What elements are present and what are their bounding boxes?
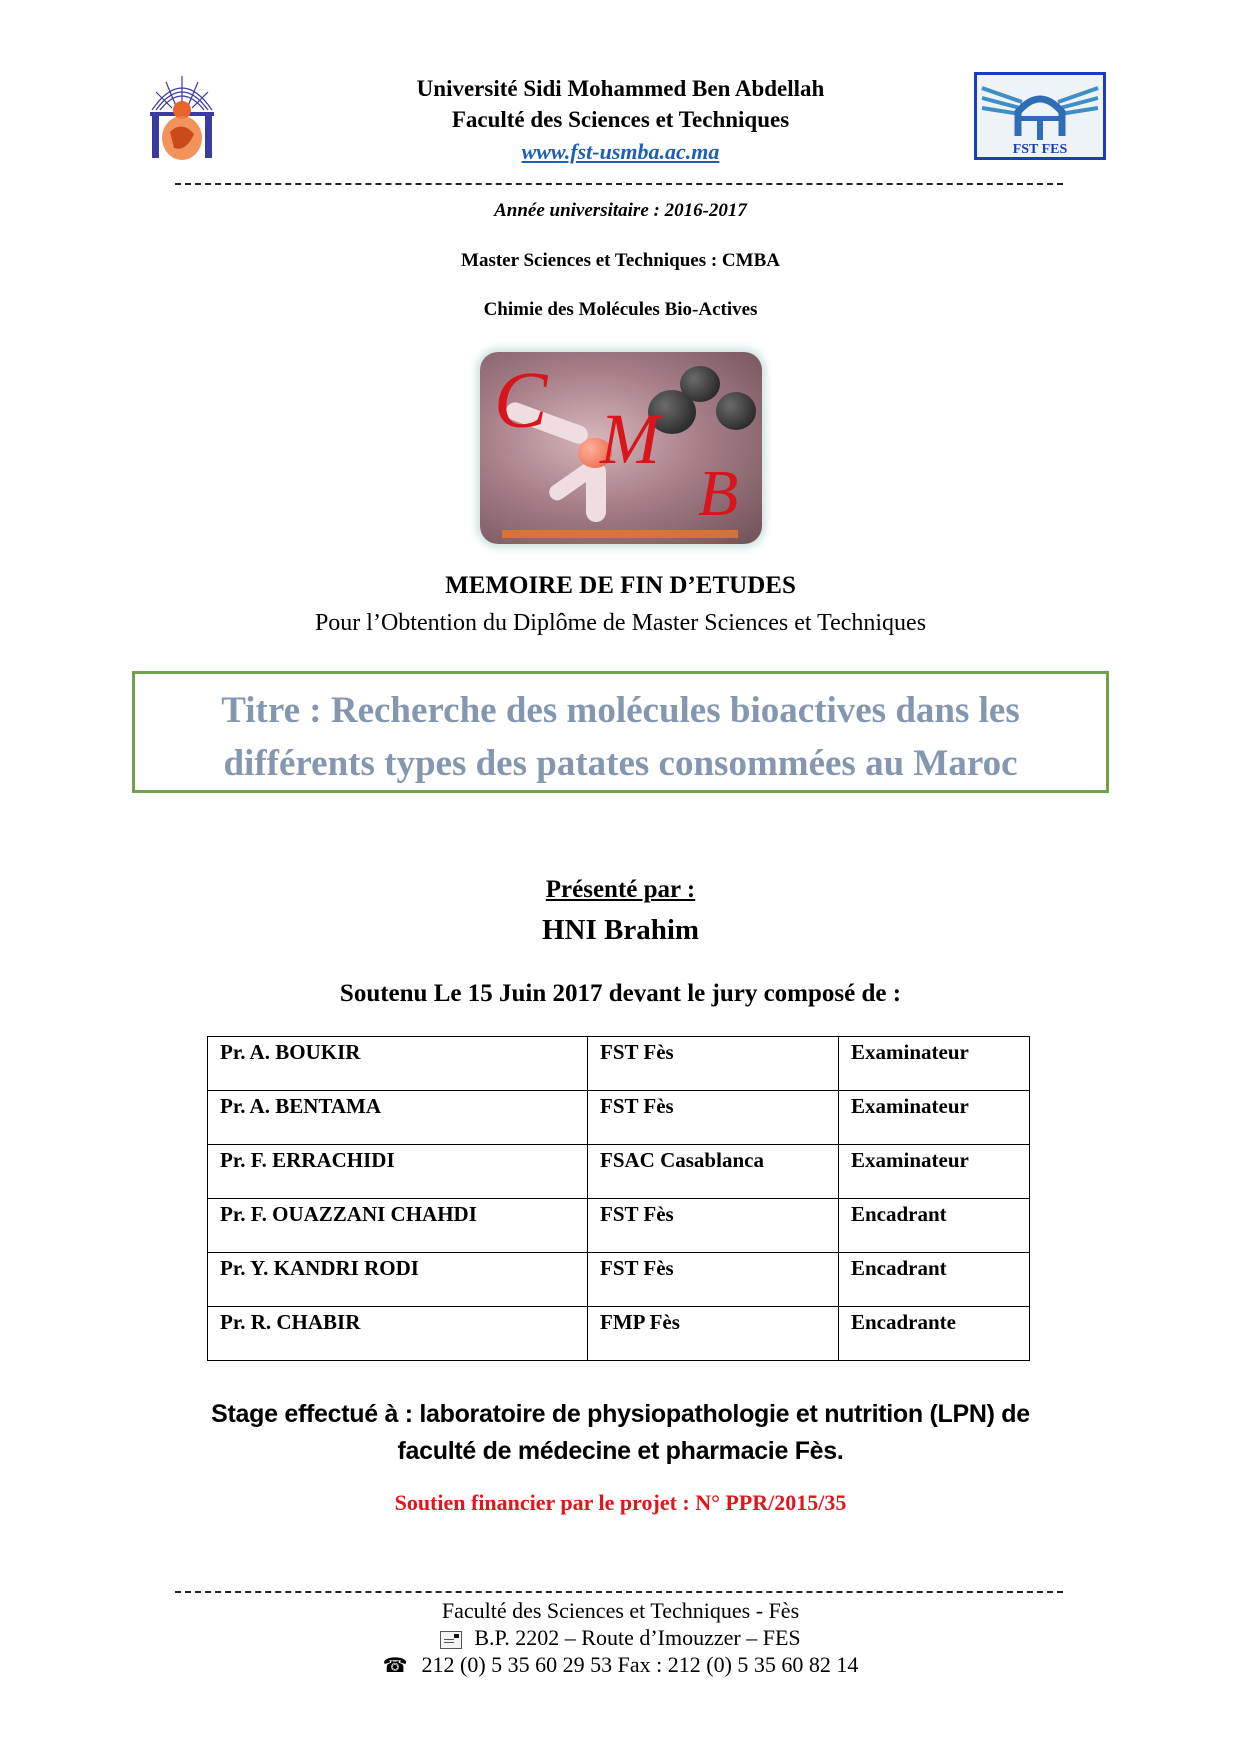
jury-role: Examinateur [839, 1037, 1030, 1091]
jury-name: Pr. R. CHABIR [208, 1307, 588, 1361]
memoire-heading: MEMOIRE DE FIN D’ETUDES [445, 572, 796, 599]
svg-text:FST FES: FST FES [1012, 142, 1068, 157]
jury-institution: FST Fès [588, 1091, 839, 1145]
table-row [208, 1091, 1030, 1145]
mail-icon [440, 1631, 462, 1649]
jury-role: Examinateur [839, 1091, 1030, 1145]
jury-name: Pr. F. ERRACHIDI [208, 1145, 588, 1199]
footer-divider [175, 1591, 1063, 1593]
academic-year: Année universitaire : 2016-2017 [494, 200, 747, 221]
jury-role: Encadrante [839, 1307, 1030, 1361]
jury-institution: FST Fès [588, 1253, 839, 1307]
thesis-title [135, 684, 1106, 790]
presented-by-text: Présenté par : [545, 876, 696, 903]
table-row [208, 1145, 1030, 1199]
jury-role: Encadrant [839, 1253, 1030, 1307]
program-full-name: Chimie des Molécules Bio-Actives [483, 299, 758, 320]
footer-address-text: B.P. 2202 – Route d’Imouzzer – FES [474, 1625, 801, 1650]
header-divider [175, 183, 1063, 185]
molecule-atom [716, 392, 756, 430]
presented-by-label [0, 876, 1241, 904]
cmb-logo-caption-strip [502, 530, 738, 538]
jury-institution: FSAC Casablanca [588, 1145, 839, 1199]
cmb-letter-b: B [698, 457, 739, 530]
thesis-title-box [132, 671, 1109, 793]
jury-name: Pr. Y. KANDRI RODI [208, 1253, 588, 1307]
website-link[interactable]: www.fst-usmba.ac.ma [521, 139, 720, 164]
phone-icon: ☎ [382, 1655, 408, 1677]
internship-line-2: faculté de médecine et pharmacie Fès. [397, 1437, 844, 1465]
jury-role: Encadrant [839, 1199, 1030, 1253]
footer-faculty: Faculté des Sciences et Techniques - Fès [441, 1598, 800, 1623]
defense-statement: Soutenu Le 15 Juin 2017 devant le jury composé de : [339, 980, 902, 1007]
table-row [208, 1037, 1030, 1091]
university-name: Université Sidi Mohammed Ben Abdellah [416, 76, 825, 101]
jury-role: Examinateur [839, 1145, 1030, 1199]
cmb-letter-m: M [600, 399, 660, 479]
fst-fes-logo-icon [974, 72, 1106, 160]
table-row [208, 1307, 1030, 1361]
cmb-logo [480, 352, 762, 544]
faculty-name: Faculté des Sciences et Techniques [451, 107, 790, 132]
thesis-title-line-1: Titre : Recherche des molécules bioactives dans les [221, 690, 1020, 731]
table-row [208, 1253, 1030, 1307]
internship-line-1: Stage effectué à : laboratoire de physiopathologie et nutrition (LPN) de [211, 1400, 1030, 1428]
jury-table [207, 1036, 1030, 1361]
jury-institution: FST Fès [588, 1037, 839, 1091]
author-name: HNI Brahim [541, 914, 700, 946]
internship-statement [140, 1396, 1101, 1470]
jury-name: Pr. F. OUAZZANI CHAHDI [208, 1199, 588, 1253]
memoire-subheading: Pour l’Obtention du Diplôme de Master Sciences et Techniques [314, 610, 927, 636]
jury-name: Pr. A. BOUKIR [208, 1037, 588, 1091]
footer-phone-text: 212 (0) 5 35 60 29 53 Fax : 212 (0) 5 35 60 82 14 [421, 1652, 859, 1677]
footer-phone [0, 1652, 1241, 1678]
fst-fes-logo [974, 72, 1106, 160]
table-row [208, 1199, 1030, 1253]
footer-address [0, 1625, 1241, 1651]
cmb-letter-c: C [494, 357, 548, 445]
jury-institution: FMP Fès [588, 1307, 839, 1361]
program-name: Master Sciences et Techniques : CMBA [461, 250, 780, 271]
thesis-title-line-2: différents types des patates consommées au Maroc [223, 743, 1018, 784]
funding-statement: Soutien financier par le projet : N° PPR/2015/35 [394, 1490, 847, 1515]
jury-institution: FST Fès [588, 1199, 839, 1253]
jury-name: Pr. A. BENTAMA [208, 1091, 588, 1145]
